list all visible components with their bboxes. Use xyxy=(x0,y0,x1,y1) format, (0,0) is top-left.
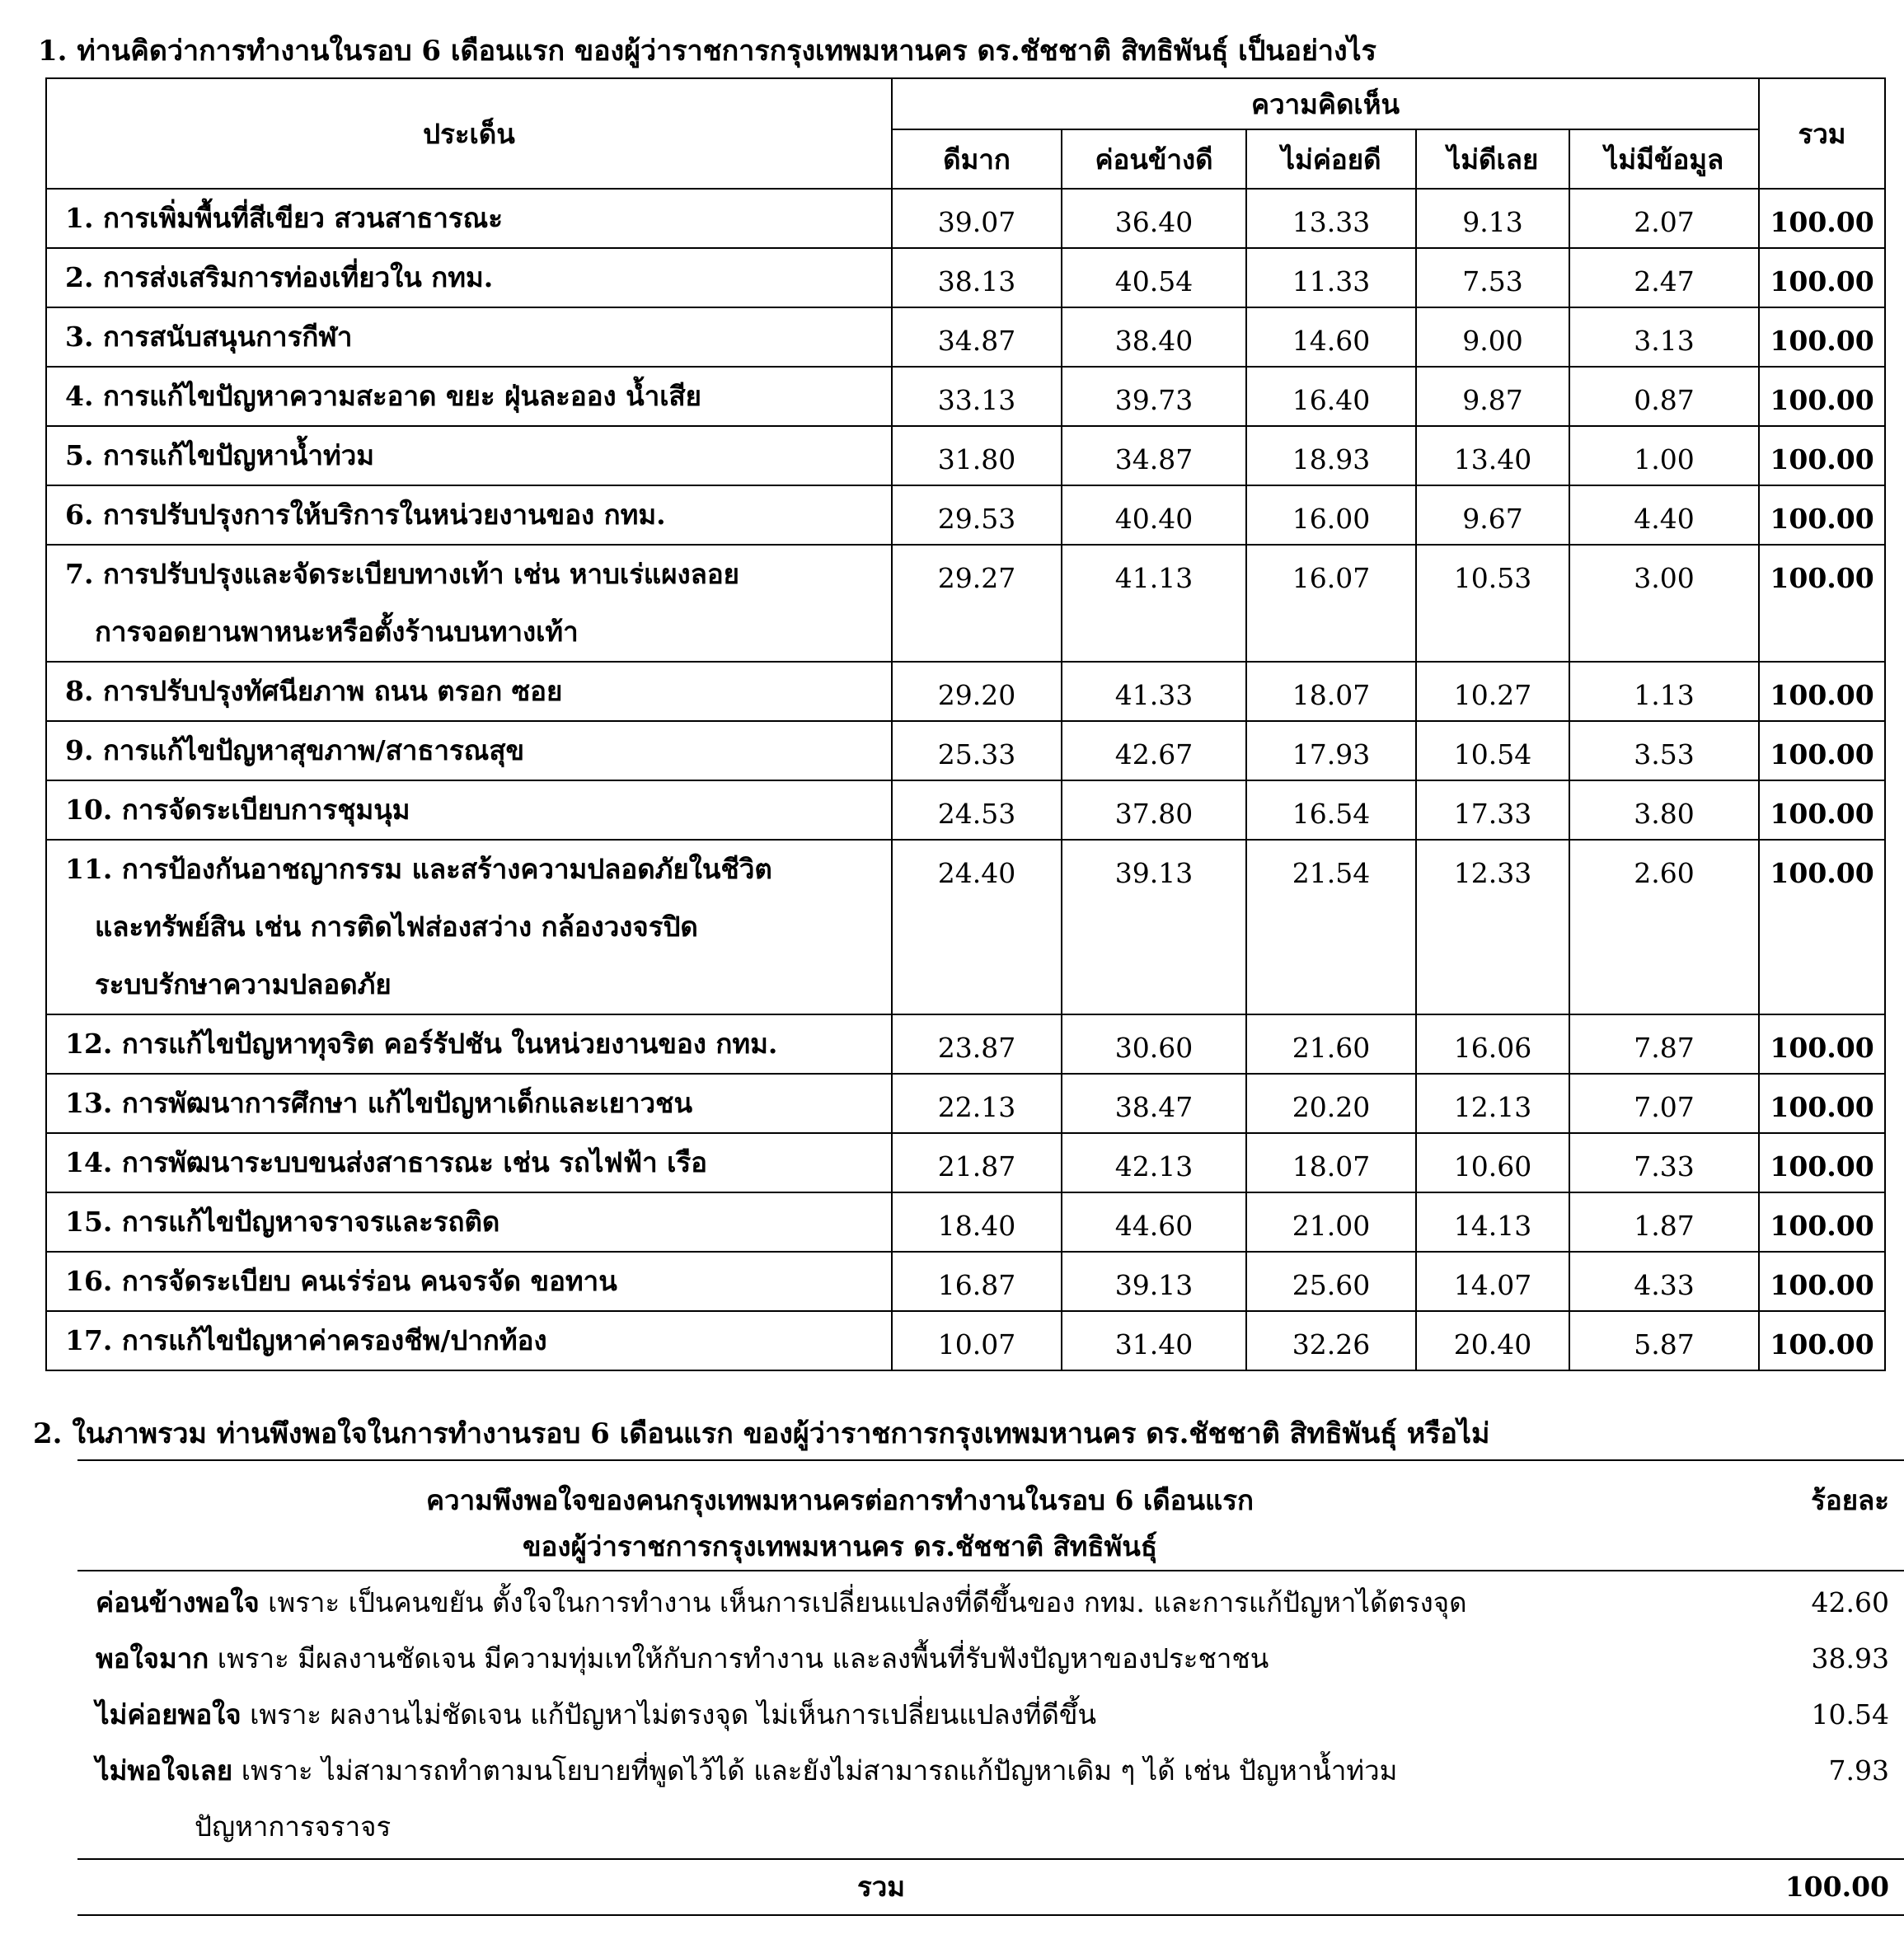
value-cell: 4.40 xyxy=(1569,485,1759,545)
value-cell: 16.06 xyxy=(1416,1014,1569,1074)
issue-header: ประเด็น xyxy=(46,78,892,189)
percent-header: ร้อยละ xyxy=(1811,1484,1889,1516)
question-2-title: 2. ในภาพรวม ท่านพึงพอใจในการทำงานรอบ 6 เดือนแรก ของผู้ว่าราชการกรุงเทพมหานคร ดร.ชัชชาติ สิทธิพันธุ์ หรือไม่ xyxy=(33,1417,1490,1450)
value-cell: 7.07 xyxy=(1569,1074,1759,1133)
value-cell: 36.40 xyxy=(1062,189,1246,248)
value-cell: 23.87 xyxy=(892,1014,1062,1074)
opinion-column-header: ไม่มีข้อมูล xyxy=(1569,129,1759,189)
value-cell: 30.60 xyxy=(1062,1014,1246,1074)
total-cell: 100.00 xyxy=(1759,1192,1885,1252)
table-row xyxy=(46,189,1885,248)
value-cell: 1.87 xyxy=(1569,1192,1759,1252)
satisfaction-percent: 10.54 xyxy=(1811,1698,1889,1731)
value-cell: 21.54 xyxy=(1246,840,1416,1014)
total-cell: 100.00 xyxy=(1759,307,1885,367)
value-cell: 41.33 xyxy=(1062,662,1246,721)
value-cell: 39.13 xyxy=(1062,840,1246,1014)
issue-cell xyxy=(46,307,892,367)
issue-text: 17. การแก้ไขปัญหาค่าครองชีพ/ปากท้อง xyxy=(65,1324,547,1356)
table-row xyxy=(46,721,1885,780)
value-cell: 17.93 xyxy=(1246,721,1416,780)
table-row xyxy=(46,1074,1885,1133)
issue-text: และทรัพย์สิน เช่น การติดไฟส่องสว่าง กล้องวงจรปิด xyxy=(95,911,698,943)
issue-text: 10. การจัดระเบียบการชุมนุม xyxy=(65,794,410,826)
satisfaction-row xyxy=(77,1687,1904,1743)
value-cell: 3.80 xyxy=(1569,780,1759,840)
value-cell: 29.53 xyxy=(892,485,1062,545)
satisfaction-reason: เพราะ ไม่สามารถทำตามนโยบายที่พูดไว้ได้ และยังไม่สามารถแก้ปัญหาเดิม ๆ ได้ เช่น ปัญหาน้ำท่วม xyxy=(232,1754,1398,1787)
total-cell: 100.00 xyxy=(1759,485,1885,545)
value-cell: 7.53 xyxy=(1416,248,1569,307)
satisfaction-total-row xyxy=(77,1858,1904,1916)
value-cell: 16.54 xyxy=(1246,780,1416,840)
value-cell: 13.40 xyxy=(1416,426,1569,485)
value-cell: 16.00 xyxy=(1246,485,1416,545)
value-cell: 38.13 xyxy=(892,248,1062,307)
satisfaction-row xyxy=(77,1575,1904,1631)
value-cell: 31.80 xyxy=(892,426,1062,485)
value-cell: 1.00 xyxy=(1569,426,1759,485)
total-header: รวม xyxy=(1759,78,1885,189)
issue-cell xyxy=(46,662,892,721)
value-cell: 10.54 xyxy=(1416,721,1569,780)
satisfaction-table xyxy=(77,1459,1904,1916)
question-1-title: 1. ท่านคิดว่าการทำงานในรอบ 6 เดือนแรก ของผู้ว่าราชการกรุงเทพมหานคร ดร.ชัชชาติ สิทธิพันธุ์ เป็นอย่างไร xyxy=(38,35,1376,68)
issue-text: 6. การปรับปรุงการให้บริการในหน่วยงานของ กทม. xyxy=(65,499,666,531)
value-cell: 3.53 xyxy=(1569,721,1759,780)
value-cell: 12.33 xyxy=(1416,840,1569,1014)
issue-text: 16. การจัดระเบียบ คนเร่ร่อน คนจรจัด ขอทาน xyxy=(65,1265,617,1297)
value-cell: 20.20 xyxy=(1246,1074,1416,1133)
issue-cell xyxy=(46,840,892,1014)
value-cell: 10.53 xyxy=(1416,545,1569,662)
total-cell: 100.00 xyxy=(1759,1252,1885,1311)
value-cell: 24.40 xyxy=(892,840,1062,1014)
value-cell: 33.13 xyxy=(892,367,1062,426)
value-cell: 5.87 xyxy=(1569,1311,1759,1370)
value-cell: 14.60 xyxy=(1246,307,1416,367)
value-cell: 10.27 xyxy=(1416,662,1569,721)
total-label: รวม xyxy=(856,1871,905,1903)
issue-cell xyxy=(46,1133,892,1192)
value-cell: 9.87 xyxy=(1416,367,1569,426)
value-cell: 9.13 xyxy=(1416,189,1569,248)
value-cell: 16.87 xyxy=(892,1252,1062,1311)
satisfaction-row xyxy=(77,1631,1904,1687)
value-cell: 40.40 xyxy=(1062,485,1246,545)
total-cell: 100.00 xyxy=(1759,662,1885,721)
issue-text: 15. การแก้ไขปัญหาจราจรและรถติด xyxy=(65,1206,500,1238)
value-cell: 14.07 xyxy=(1416,1252,1569,1311)
value-cell: 9.67 xyxy=(1416,485,1569,545)
issue-cell xyxy=(46,1074,892,1133)
total-cell: 100.00 xyxy=(1759,1074,1885,1133)
total-cell: 100.00 xyxy=(1759,426,1885,485)
value-cell: 18.07 xyxy=(1246,1133,1416,1192)
satisfaction-reason: เพราะ เป็นคนขยัน ตั้งใจในการทำงาน เห็นการเปลี่ยนแปลงที่ดีขึ้นของ กทม. และการแก้ปัญหาได้ตรงจุด xyxy=(259,1586,1467,1618)
satisfaction-label: ค่อนข้างพอใจ xyxy=(96,1586,260,1618)
issue-cell xyxy=(46,426,892,485)
satisfaction-percent: 42.60 xyxy=(1811,1586,1889,1618)
total-cell: 100.00 xyxy=(1759,367,1885,426)
value-cell: 2.07 xyxy=(1569,189,1759,248)
value-cell: 41.13 xyxy=(1062,545,1246,662)
total-cell: 100.00 xyxy=(1759,545,1885,662)
total-cell: 100.00 xyxy=(1759,1014,1885,1074)
value-cell: 34.87 xyxy=(1062,426,1246,485)
issue-cell xyxy=(46,1192,892,1252)
issue-cell xyxy=(46,189,892,248)
table-row xyxy=(46,248,1885,307)
value-cell: 2.60 xyxy=(1569,840,1759,1014)
opinion-column-header: ไม่ดีเลย xyxy=(1416,129,1569,189)
table-row xyxy=(46,780,1885,840)
total-percent: 100.00 xyxy=(1784,1871,1889,1903)
value-cell: 42.67 xyxy=(1062,721,1246,780)
value-cell: 39.73 xyxy=(1062,367,1246,426)
issue-text: 1. การเพิ่มพื้นที่สีเขียว สวนสาธารณะ xyxy=(65,202,503,234)
issue-text: 9. การแก้ไขปัญหาสุขภาพ/สาธารณสุข xyxy=(65,734,525,766)
value-cell: 21.87 xyxy=(892,1133,1062,1192)
issue-text: 8. การปรับปรุงทัศนียภาพ ถนน ตรอก ซอย xyxy=(65,675,563,707)
value-cell: 3.00 xyxy=(1569,545,1759,662)
table-row xyxy=(46,485,1885,545)
table-row xyxy=(46,662,1885,721)
value-cell: 4.33 xyxy=(1569,1252,1759,1311)
issue-text: 7. การปรับปรุงและจัดระเบียบทางเท้า เช่น หาบเร่แผงลอย xyxy=(65,558,740,590)
issue-text: 5. การแก้ไขปัญหาน้ำท่วม xyxy=(65,439,375,471)
table-row xyxy=(46,426,1885,485)
value-cell: 11.33 xyxy=(1246,248,1416,307)
value-cell: 9.00 xyxy=(1416,307,1569,367)
issue-text: ระบบรักษาความปลอดภัย xyxy=(95,968,392,1000)
issue-text: 4. การแก้ไขปัญหาความสะอาด ขยะ ฝุ่นละออง น้ำเสีย xyxy=(65,380,701,412)
value-cell: 32.26 xyxy=(1246,1311,1416,1370)
value-cell: 16.07 xyxy=(1246,545,1416,662)
value-cell: 38.47 xyxy=(1062,1074,1246,1133)
satisfaction-header-line2: ของผู้ว่าราชการกรุงเทพมหานคร ดร.ชัชชาติ สิทธิพันธุ์ xyxy=(522,1530,1158,1562)
value-cell: 7.87 xyxy=(1569,1014,1759,1074)
value-cell: 18.93 xyxy=(1246,426,1416,485)
value-cell: 13.33 xyxy=(1246,189,1416,248)
satisfaction-reason-continued: ปัญหาการจราจร xyxy=(195,1810,392,1843)
issue-cell xyxy=(46,1014,892,1074)
issue-text: 11. การป้องกันอาชญากรรม และสร้างความปลอดภัยในชีวิต xyxy=(65,853,772,885)
issue-cell xyxy=(46,780,892,840)
issue-text: 12. การแก้ไขปัญหาทุจริต คอร์รัปชัน ในหน่วยงานของ กทม. xyxy=(65,1028,778,1060)
value-cell: 21.60 xyxy=(1246,1014,1416,1074)
total-cell: 100.00 xyxy=(1759,721,1885,780)
value-cell: 34.87 xyxy=(892,307,1062,367)
issue-cell xyxy=(46,1252,892,1311)
value-cell: 1.13 xyxy=(1569,662,1759,721)
issue-cell xyxy=(46,721,892,780)
table-row xyxy=(46,1311,1885,1370)
issue-cell xyxy=(46,545,892,662)
value-cell: 10.60 xyxy=(1416,1133,1569,1192)
value-cell: 39.07 xyxy=(892,189,1062,248)
total-cell: 100.00 xyxy=(1759,248,1885,307)
opinion-column-header: ดีมาก xyxy=(892,129,1062,189)
satisfaction-label: พอใจมาก xyxy=(96,1642,209,1674)
issue-cell xyxy=(46,485,892,545)
issue-cell xyxy=(46,367,892,426)
value-cell: 0.87 xyxy=(1569,367,1759,426)
total-cell: 100.00 xyxy=(1759,780,1885,840)
table-row xyxy=(46,840,1885,1014)
issue-text: 3. การสนับสนุนการกีฬา xyxy=(65,321,353,353)
satisfaction-reason: เพราะ มีผลงานชัดเจน มีความทุ่มเทให้กับการทำงาน และลงพื้นที่รับฟังปัญหาของประชาชน xyxy=(209,1642,1269,1674)
table-row xyxy=(46,1192,1885,1252)
issue-cell xyxy=(46,1311,892,1370)
issue-text: 13. การพัฒนาการศึกษา แก้ไขปัญหาเด็กและเยาวชน xyxy=(65,1087,693,1119)
value-cell: 25.60 xyxy=(1246,1252,1416,1311)
value-cell: 14.13 xyxy=(1416,1192,1569,1252)
satisfaction-label: ไม่ค่อยพอใจ xyxy=(96,1698,242,1731)
value-cell: 31.40 xyxy=(1062,1311,1246,1370)
value-cell: 29.27 xyxy=(892,545,1062,662)
table-row xyxy=(46,545,1885,662)
value-cell: 38.40 xyxy=(1062,307,1246,367)
value-cell: 29.20 xyxy=(892,662,1062,721)
table-row xyxy=(46,367,1885,426)
value-cell: 44.60 xyxy=(1062,1192,1246,1252)
issue-text: การจอดยานพาหนะหรือตั้งร้านบนทางเท้า xyxy=(95,616,579,648)
value-cell: 2.47 xyxy=(1569,248,1759,307)
value-cell: 40.54 xyxy=(1062,248,1246,307)
opinion-group-header: ความคิดเห็น xyxy=(892,78,1759,129)
opinion-column-header: ค่อนข้างดี xyxy=(1062,129,1246,189)
satisfaction-table-header xyxy=(77,1459,1904,1571)
value-cell: 42.13 xyxy=(1062,1133,1246,1192)
satisfaction-percent: 7.93 xyxy=(1828,1754,1889,1787)
value-cell: 18.07 xyxy=(1246,662,1416,721)
table-row xyxy=(46,1133,1885,1192)
value-cell: 16.40 xyxy=(1246,367,1416,426)
issue-text: 2. การส่งเสริมการท่องเที่ยวใน กทม. xyxy=(65,261,494,293)
total-cell: 100.00 xyxy=(1759,1133,1885,1192)
total-cell: 100.00 xyxy=(1759,1311,1885,1370)
value-cell: 39.13 xyxy=(1062,1252,1246,1311)
value-cell: 21.00 xyxy=(1246,1192,1416,1252)
value-cell: 22.13 xyxy=(892,1074,1062,1133)
value-cell: 17.33 xyxy=(1416,780,1569,840)
table-row xyxy=(46,1252,1885,1311)
total-cell: 100.00 xyxy=(1759,840,1885,1014)
satisfaction-row xyxy=(77,1743,1904,1855)
value-cell: 3.13 xyxy=(1569,307,1759,367)
value-cell: 12.13 xyxy=(1416,1074,1569,1133)
satisfaction-label: ไม่พอใจเลย xyxy=(96,1754,233,1787)
satisfaction-reason: เพราะ ผลงานไม่ชัดเจน แก้ปัญหาไม่ตรงจุด ไม่เห็นการเปลี่ยนแปลงที่ดีขึ้น xyxy=(241,1698,1097,1731)
satisfaction-header-line1: ความพึงพอใจของคนกรุงเทพมหานครต่อการทำงานในรอบ 6 เดือนแรก xyxy=(425,1484,1254,1516)
table-row xyxy=(46,307,1885,367)
value-cell: 37.80 xyxy=(1062,780,1246,840)
total-cell: 100.00 xyxy=(1759,189,1885,248)
satisfaction-percent: 38.93 xyxy=(1811,1642,1889,1674)
issue-text: 14. การพัฒนาระบบขนส่งสาธารณะ เช่น รถไฟฟ้า เรือ xyxy=(65,1146,707,1178)
issue-cell xyxy=(46,248,892,307)
value-cell: 18.40 xyxy=(892,1192,1062,1252)
opinion-column-header: ไม่ค่อยดี xyxy=(1246,129,1416,189)
value-cell: 20.40 xyxy=(1416,1311,1569,1370)
value-cell: 24.53 xyxy=(892,780,1062,840)
value-cell: 10.07 xyxy=(892,1311,1062,1370)
value-cell: 7.33 xyxy=(1569,1133,1759,1192)
table-row xyxy=(46,1014,1885,1074)
opinion-table xyxy=(45,77,1886,1371)
value-cell: 25.33 xyxy=(892,721,1062,780)
